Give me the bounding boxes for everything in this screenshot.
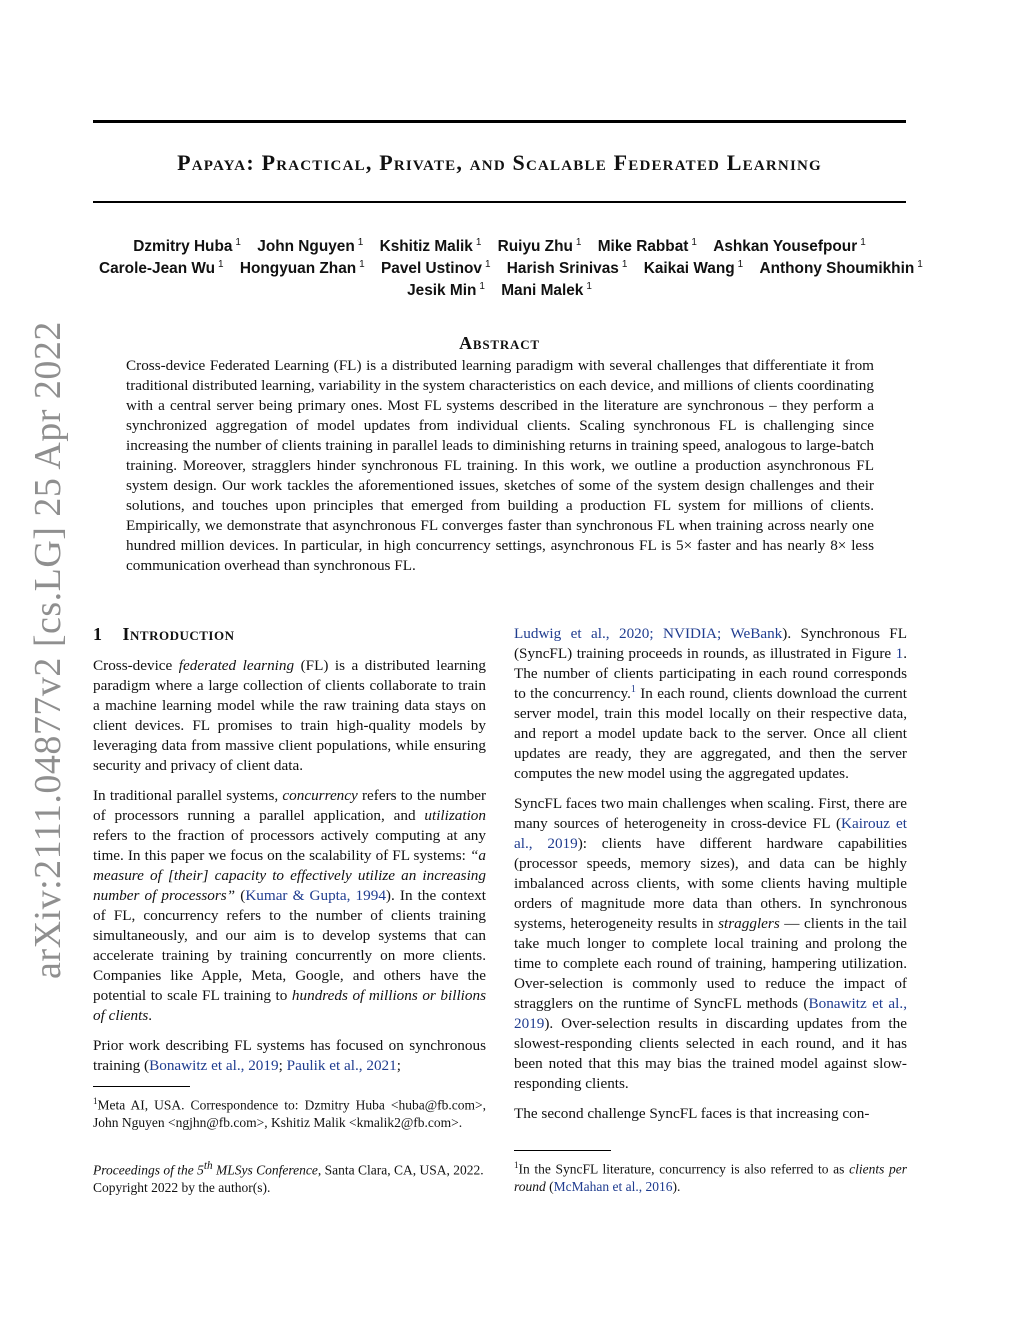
figure-link[interactable]: 1 xyxy=(895,645,904,662)
left-column xyxy=(93,656,486,1141)
author-list xyxy=(93,236,923,302)
author: Mani Malek $^1$ xyxy=(501,281,592,299)
intro-paragraph-1: Cross-device federated learning (FL) is a distributed learning paradigm where a large collection of clients collaborate to train a machine learning model while the raw training data stays on client devices. FL promises to train high-quality models by leveraging data from massive client populations, while ensuring security and privacy of client data. xyxy=(93,657,486,774)
citation-link[interactable]: Kairouz et al., 2019 xyxy=(514,815,907,852)
intro-paragraph-3: Prior work describing FL systems has focused on synchronous training (Bonawitz et al., 2019; Paulik et al., 2021; xyxy=(93,1037,486,1074)
footnote-rule xyxy=(514,1150,611,1151)
author: Ruiyu Zhu $^1$ xyxy=(497,237,582,255)
author: Kaikai Wang $^1$ xyxy=(643,259,744,277)
author: John Nguyen $^1$ xyxy=(257,237,364,255)
citation-link[interactable]: Kumar & Gupta, 1994 xyxy=(245,887,386,904)
intro-paragraph-4: Ludwig et al., 2020; NVIDIA; WeBank). Synchronous FL (SyncFL) training proceeds in rounds, as illustrated in Figure 1. The number of clients participating in each round corresponds to the concurrency.$^1$ In each round, clients download the current server model, train this model locally on their respective data, and report a model update back to the server. Once all client updates are ready, they are aggregated, and then the server computes the new model using the aggregated updates. xyxy=(514,625,907,782)
author: Pavel Ustinov $^1$ xyxy=(381,259,491,277)
right-column xyxy=(514,624,907,1134)
concurrency-footnote: $^1$In the SyncFL literature, concurrency is also referred to as clients per round (McMahan et al., 2016). xyxy=(514,1160,907,1194)
author: Jesik Min $^1$ xyxy=(407,281,485,299)
author: Kshitiz Malik $^1$ xyxy=(379,237,482,255)
citation-link[interactable]: Paulik et al., 2021 xyxy=(286,1057,397,1074)
arxiv-identifier: arXiv:2111.04877v2 [cs.LG] 25 Apr 2022 xyxy=(27,321,69,979)
section-heading xyxy=(93,624,234,645)
author: Harish Srinivas $^1$ xyxy=(506,259,628,277)
author-line-2 xyxy=(93,258,923,280)
citation-link[interactable]: Bonawitz et al., 2019 xyxy=(149,1057,279,1074)
abstract-text: Cross-device Federated Learning (FL) is a distributed learning paradigm with several challenges that differentiate it from traditional distributed learning, variability in the system characteristics on each device, and millions of clients coordinating with a central server being primary ones. Most FL systems described in the literature are synchronous – they perform a synchronized aggregation of model updates from individual clients. Scaling synchronous FL is challenging since increasing the number of clients training in parallel leads to diminishing returns in training speed, analogous to large-batch training. Moreover, stragglers hinder synchronous FL training. In this work, we outline a production asynchronous FL system design. Our work tackles the aforementioned issues, sketches of some of the system design challenges and their solutions, and touches upon principles that emerged from building a production FL system for millions of clients. Empirically, we demonstrate that asynchronous FL converges faster than synchronous FL when training across nearly one hundred million devices. In particular, in high concurrency settings, asynchronous FL is 5× faster and has nearly 8× less communication overhead than synchronous FL. xyxy=(126,357,874,574)
author-line-3 xyxy=(93,280,906,302)
right-footnote-block xyxy=(514,1150,907,1195)
intro-paragraph-2: In traditional parallel systems, concurrency refers to the number of processors running a parallel application, and utilization refers to the fraction of processors actively computing at any time. In this paper we focus on the scalability of FL systems: “a measure of [their] capacity to effectively utilize an increasing number of processors” (Kumar & Gupta, 1994). In the context of FL, concurrency refers to the number of clients training simultaneously, and our aim is to develop systems that can accelerate training by training concurrently on more clients. Companies like Apple, Meta, Google, and others have the potential to scale FL training to hundreds of millions or billions of clients. xyxy=(93,787,487,1024)
author: Mike Rabbat $^1$ xyxy=(597,237,697,255)
affiliation-footnote: $^1$Meta AI, USA. Correspondence to: Dzmitry Huba <huba@fb.com>, John Nguyen <ngjhn@fb.com>, Kshitiz Malik <kmalik2@fb.com>. xyxy=(93,1096,486,1130)
author: Anthony Shoumikhin $^1$ xyxy=(759,259,923,277)
section-number: 1 xyxy=(93,624,103,644)
author: Dzmitry Huba $^1$ xyxy=(133,237,241,255)
citation-link[interactable]: McMahan et al., 2016 xyxy=(553,1178,673,1194)
footnote-marker[interactable]: 1 xyxy=(630,683,636,695)
abstract-heading: Abstract xyxy=(459,333,540,353)
citation-link[interactable]: Bonawitz et al., 2019 xyxy=(514,995,907,1032)
intro-paragraph-6: The second challenge SyncFL faces is that increasing con- xyxy=(514,1105,870,1122)
author: Carole-Jean Wu $^1$ xyxy=(99,259,224,277)
citation-link[interactable]: Ludwig et al., 2020; NVIDIA; WeBank xyxy=(514,625,783,642)
author: Hongyuan Zhan $^1$ xyxy=(239,259,365,277)
section-title: Introduction xyxy=(122,624,235,644)
intro-paragraph-5: SyncFL faces two main challenges when scaling. First, there are many sources of heterogeneity in cross-device FL (Kairouz et al., 2019): clients have different hardware capabilities (processor speeds, memory sizes), and data can be highly imbalanced across clients, with some clients having multiple orders of magnitude more data than others. In synchronous systems, heterogeneity results in stragglers — clients in the tail take much longer to complete local training and prolong the time to complete each round of training, hampering utilization. Over-selection is commonly used to reduce the impact of stragglers on the runtime of SyncFL methods (Bonawitz et al., 2019). Over-selection results in discarding updates from the slowest-responding clients selected in each round, and it has been noted that this may bias the trained model against slow-responding clients. xyxy=(514,795,907,1092)
title-bottom-rule xyxy=(93,201,906,203)
top-rule xyxy=(93,120,906,123)
footnote-rule xyxy=(93,1086,190,1087)
author-line-1 xyxy=(93,236,906,258)
proceedings-note: Proceedings of the 5th MLSys Conference, Santa Clara, CA, USA, 2022. Copyright 2022 by the author(s). xyxy=(93,1160,484,1195)
author: Ashkan Yousefpour $^1$ xyxy=(713,237,866,255)
paper-title: Papaya: Practical, Private, and Scalable Federated Learning xyxy=(177,150,822,175)
